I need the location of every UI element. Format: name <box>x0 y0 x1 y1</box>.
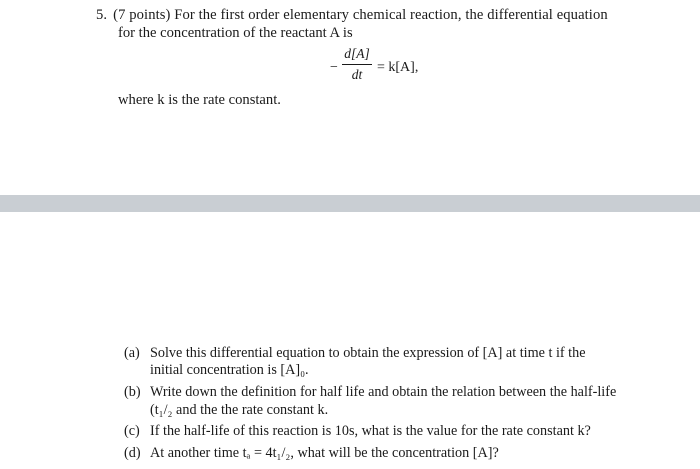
part-b-label: (b) <box>124 384 141 400</box>
equation-right-side: = k[A], <box>377 60 419 75</box>
equation-denominator: dt <box>351 67 363 82</box>
question-intro-continuation: for the concentration of the reactant A is <box>118 25 353 41</box>
page-bottom-section <box>0 212 700 469</box>
part-a-text: Solve this differential equation to obtain the expression of [A] at time t if the <box>150 345 586 361</box>
question-number: 5. <box>96 7 108 23</box>
question-header-line <box>96 7 608 24</box>
part-a <box>124 345 586 362</box>
fraction-bar <box>342 64 372 65</box>
part-c-label: (c) <box>124 423 140 439</box>
part-b-text: Write down the definition for half life and obtain the relation between the half-life <box>150 384 617 400</box>
part-d-label: (d) <box>124 445 141 461</box>
part-d-text: At another time tₐ = 4t₁/₂, what will be the concentration [A]? <box>150 445 499 461</box>
part-a-label: (a) <box>124 345 140 361</box>
part-a-continuation: initial concentration is [A]₀. <box>150 362 309 378</box>
part-c-text: If the half-life of this reaction is 10s, what is the value for the rate constant k? <box>150 423 591 439</box>
page-break-divider <box>0 195 700 212</box>
part-d <box>124 445 499 462</box>
part-c <box>124 423 591 440</box>
part-b <box>124 384 616 401</box>
part-b-continuation: (t₁/₂ and the the rate constant k. <box>150 402 329 418</box>
question-intro-text: (7 points) For the first order elementary chemical reaction, the differential equation <box>113 7 608 23</box>
equation-numerator: d[A] <box>344 46 370 61</box>
rate-constant-note: where k is the rate constant. <box>118 92 281 108</box>
equation-fraction <box>342 46 372 83</box>
equation-minus-sign: − <box>330 60 338 75</box>
page-top-section <box>0 0 700 195</box>
